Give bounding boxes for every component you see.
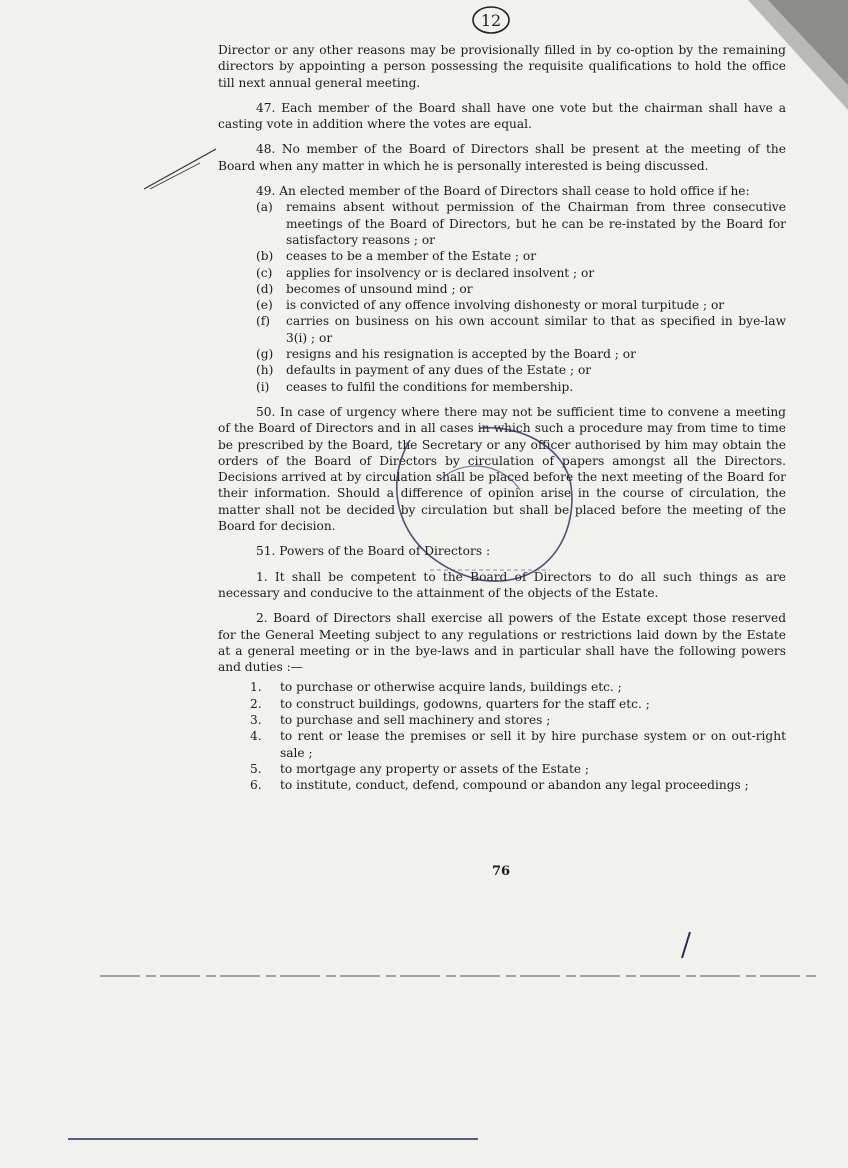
power-item (250, 761, 786, 777)
power-item (250, 777, 786, 793)
item-text: to purchase and sell machinery and stores ; (280, 712, 551, 727)
item-marker: (g) (256, 347, 274, 362)
clause-49-item (256, 362, 786, 378)
circular-stamp-mark (370, 420, 590, 590)
clause-49-item (256, 281, 786, 297)
item-text: applies for insolvency or is declared insolvent ; or (286, 265, 595, 280)
item-text: ceases to be a member of the Estate ; or (286, 249, 537, 264)
item-text: carries on business on his own account similar to that as specified in bye-law 3(i) ; or (286, 314, 786, 345)
clause-49-item (256, 265, 786, 281)
item-marker: 3. (250, 712, 262, 727)
item-text: becomes of unsound mind ; or (286, 281, 473, 296)
clause-51-para-1: 1. It shall be competent to the Board of Directors to do all such things as are necessary and conducive to the attainment of the objects of the Estate. (218, 569, 786, 600)
scan-edge-line (100, 975, 820, 977)
page-number: 76 (492, 864, 511, 879)
clause-49-item (256, 297, 786, 313)
item-marker: (d) (256, 281, 274, 296)
power-item (250, 679, 786, 695)
clause-51-para-2: 2. Board of Directors shall exercise all powers of the Estate except those reserved for the General Meeting subject to any regulations or restrictions laid down by the Estate at a general meeting or in the bye-laws and in particular shall have the following powers and duties :— (218, 611, 786, 675)
page-mark-circle (470, 4, 512, 36)
power-item (250, 728, 786, 761)
item-marker: (a) (256, 200, 273, 215)
item-text: to institute, conduct, defend, compound or abandon any legal proceedings ; (280, 778, 749, 793)
clause-49-item (256, 313, 786, 346)
item-text: to rent or lease the premises or sell it by hire purchase system or on out-right sale ; (280, 729, 786, 760)
item-text: resigns and his resignation is accepted by the Board ; or (286, 347, 636, 362)
item-marker: 5. (250, 761, 262, 776)
item-marker: (i) (256, 379, 270, 394)
clause-48: 48. No member of the Board of Directors shall be present at the meeting of the Board when any matter in which he is personally interested is being discussed. (218, 142, 786, 173)
item-marker: 6. (250, 778, 262, 793)
item-marker: (c) (256, 265, 273, 280)
item-marker: 1. (250, 680, 262, 695)
item-text: remains absent without permission of the Chairman from three consecutive meetings of the Board of Directors, but he can be re-instated by the Board for satisfactory reasons ; or (286, 200, 786, 247)
item-text: ceases to fulfil the conditions for membership. (286, 379, 574, 394)
clause-51-heading: 51. Powers of the Board of Directors : (256, 544, 491, 559)
clause-49-item (256, 248, 786, 264)
item-marker: 2. (250, 696, 262, 711)
item-marker: (b) (256, 249, 274, 264)
item-text: defaults in payment of any dues of the Estate ; or (286, 363, 592, 378)
item-marker: (h) (256, 363, 274, 378)
margin-pen-stroke (140, 145, 220, 195)
power-item (250, 712, 786, 728)
clause-49-intro: 49. An elected member of the Board of Directors shall cease to hold office if he: (256, 184, 750, 199)
clause-47: 47. Each member of the Board shall have one vote but the chairman shall have a casting vote in addition where the votes are equal. (218, 100, 786, 132)
item-text: to mortgage any property or assets of the Estate ; (280, 761, 590, 776)
item-marker: (f) (256, 314, 271, 329)
clause-49-item (256, 346, 786, 362)
item-text: to construct buildings, godowns, quarters for the staff etc. ; (280, 696, 650, 711)
bottom-rule (68, 1138, 478, 1140)
item-marker: (e) (256, 298, 273, 313)
item-marker: 4. (250, 729, 262, 744)
clause-49-item (256, 379, 786, 395)
item-text: to purchase or otherwise acquire lands, buildings etc. ; (280, 680, 622, 695)
clause-49-item (256, 199, 786, 248)
power-item (250, 696, 786, 712)
page-mark-text: 12 (480, 11, 502, 30)
continuation-paragraph: Director or any other reasons may be provisionally filled in by co-option by the remaining directors by appointing a person possessing the requisite qualifications to hold the office till next annual general meeting. (218, 43, 786, 90)
document-body (218, 42, 786, 793)
clause-50: 50. In case of urgency where there may not be sufficient time to convene a meeting of the Board of Directors and in all cases in which such a procedure may from time to time be prescribed by the Board, the Secretary or any officer authorised by him may obtain the orders of the Board of Directors by circulation of papers amongst all the Directors. Decisions arrived at by circulation shall be placed before the next meeting of the Board for their information. Should a difference of opinion arise in the course of circulation, the matter shall not be decided by circulation but shall be placed before the meeting of the Board for decision. (218, 404, 786, 534)
pen-tick-mark (676, 930, 696, 960)
item-text: is convicted of any offence involving dishonesty or moral turpitude ; or (286, 298, 725, 313)
